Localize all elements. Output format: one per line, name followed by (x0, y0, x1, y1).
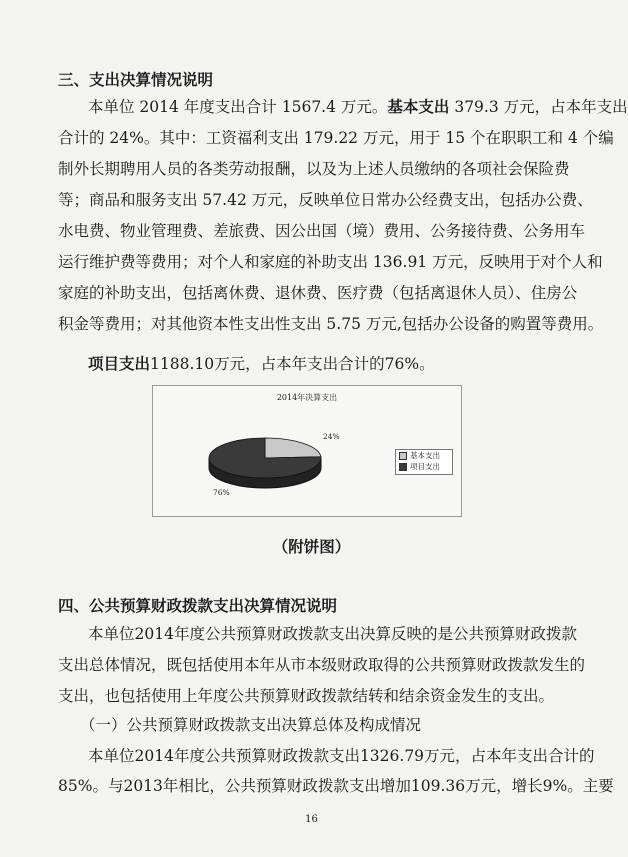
legend-swatch (399, 463, 407, 471)
paragraph-line: 85%。与2013年相比，公共预算财政拨款支出增加109.36万元，增长9%。主要 (58, 777, 614, 795)
slice-label-basic: 24% (323, 432, 340, 441)
paragraph-line: 积金等费用；对其他资本性支出性支出 5.75 万元,包括办公设备的购置等费用。 (58, 315, 604, 333)
paragraph-line: 本单位2014年度公共预算财政拨款支出决算反映的是公共预算财政拨款 (88, 625, 577, 643)
subsection-heading: （一）公共预算财政拨款支出决算总体及构成情况 (80, 716, 422, 734)
chart-legend (395, 449, 453, 475)
paragraph-line: 制外长期聘用人员的各类劳动报酬，以及为上述人员缴纳的各项社会保险费 (58, 160, 570, 178)
paragraph-line: 支出，也包括使用上年度公共预算财政拨款结转和结余资金发生的支出。 (58, 687, 555, 705)
paragraph-line: 家庭的补助支出，包括离休费、退休费、医疗费（包括离退休人员）、住房公 (58, 284, 578, 302)
section-3-heading: 三、支出决算情况说明 (58, 70, 214, 89)
page-number: 16 (305, 814, 318, 825)
paragraph-line: 水电费、物业管理费、差旅费、因公出国（境）费用、公务接待费、公务用车 (58, 222, 586, 240)
paragraph-line: 运行维护费等费用；对个人和家庭的补助支出 136.91 万元，反映用于对个人和 (58, 253, 603, 271)
paragraph-line: 支出总体情况，既包括使用本年从市本级财政取得的公共预算财政拨款发生的 (58, 656, 586, 674)
paragraph-line: 本单位2014年度公共预算财政拨款支出1326.79万元，占本年支出合计的 (88, 747, 595, 765)
paragraph-line: 本单位 2014 年度支出合计 1567.4 万元。基本支出 379.3 万元，占本年支出 (88, 97, 628, 116)
slice-label-project: 76% (213, 488, 230, 497)
project-expense-line: 项目支出1188.10万元，占本年支出合计的76%。 (88, 354, 435, 373)
pie-slice-0 (265, 438, 321, 458)
paragraph-line: 合计的 24%。其中：工资福利支出 179.22 万元，用于 15 个在职职工和 4 个编 (58, 129, 614, 147)
figure-caption: （附饼图） (272, 537, 351, 556)
section-4-heading: 四、公共预算财政拨款支出决算情况说明 (58, 596, 338, 615)
paragraph-line: 等；商品和服务支出 57.42 万元，反映单位日常办公经费支出，包括办公费、 (58, 191, 593, 209)
legend-item: 基本支出 (396, 450, 452, 461)
legend-swatch (399, 452, 407, 460)
pie-chart (152, 385, 462, 517)
legend-item: 项目支出 (396, 461, 452, 472)
chart-title: 2014年决算支出 (276, 393, 338, 402)
